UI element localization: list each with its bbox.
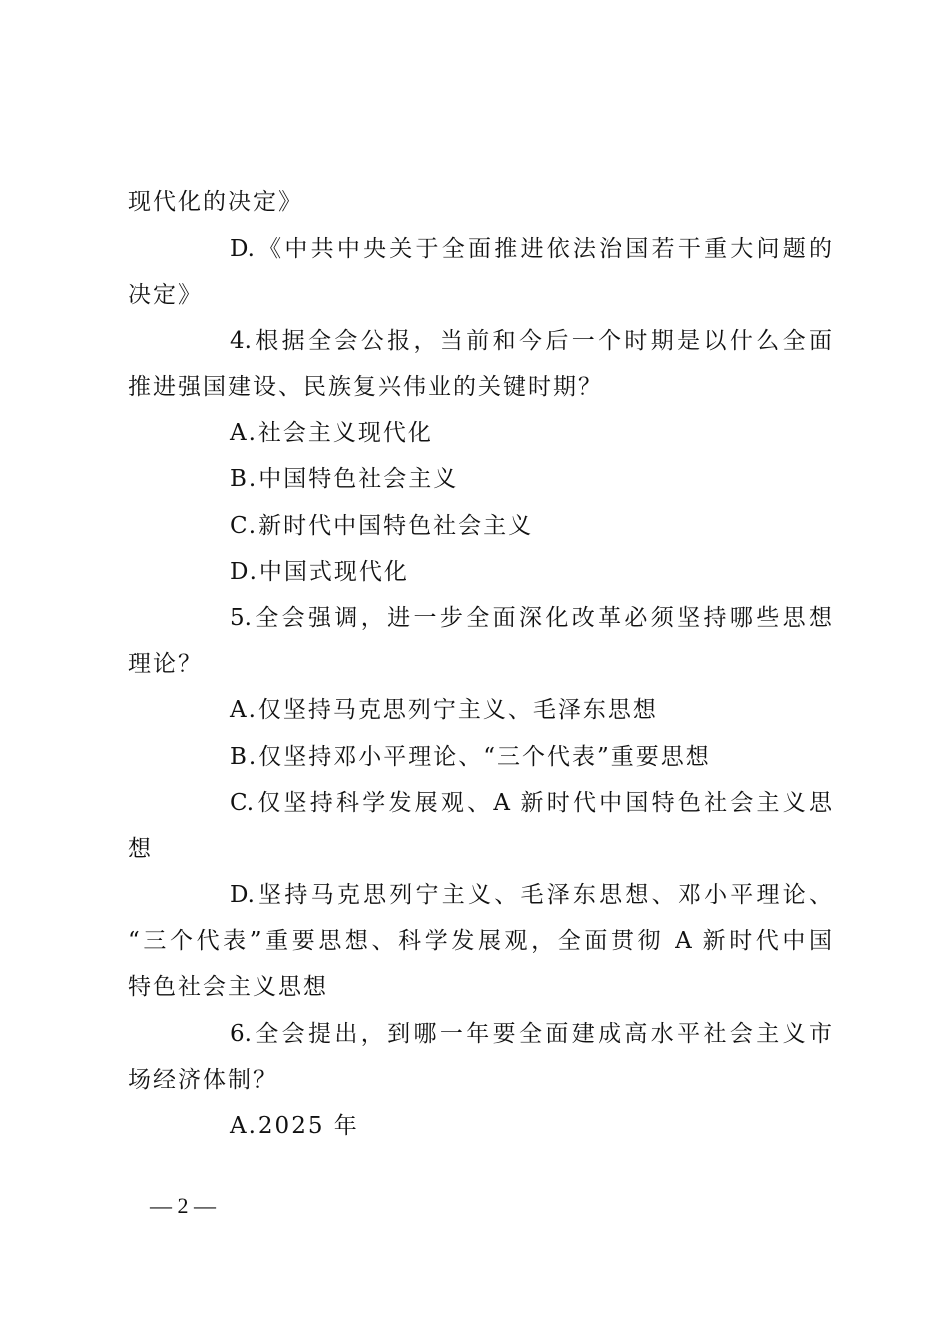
option-line: A.社会主义现代化 xyxy=(230,420,433,446)
text-line: 想 xyxy=(128,836,153,862)
question-line: 6.全会提出，到哪一年要全面建成高水平社会主义市 xyxy=(230,1021,832,1047)
option-line: B.仅坚持邓小平理论、“三个代表”重要思想 xyxy=(230,744,711,770)
option-line: D.《中共中央关于全面推进依法治国若干重大问题的 xyxy=(230,236,832,262)
option-line: A.仅坚持马克思列宁主义、毛泽东思想 xyxy=(230,697,658,723)
option-line: C.新时代中国特色社会主义 xyxy=(230,513,534,539)
option-line: D.中国式现代化 xyxy=(230,559,409,585)
text-line: 场经济体制？ xyxy=(128,1067,278,1093)
text-line: “三个代表”重要思想、科学发展观，全面贯彻 A 新时代中国 xyxy=(128,928,832,954)
option-line: C.仅坚持科学发展观、A 新时代中国特色社会主义思 xyxy=(230,790,832,816)
text-line: 推进强国建设、民族复兴伟业的关键时期？ xyxy=(128,374,603,400)
question-line: 4.根据全会公报，当前和今后一个时期是以什么全面 xyxy=(230,328,832,354)
text-line: 决定》 xyxy=(128,282,203,308)
option-line: A.2025 年 xyxy=(230,1113,359,1139)
text-line: 理论？ xyxy=(128,651,203,677)
question-line: 5.全会强调，进一步全面深化改革必须坚持哪些思想 xyxy=(230,605,832,631)
text-line: 特色社会主义思想 xyxy=(128,974,328,1000)
text-line: 现代化的决定》 xyxy=(128,189,303,215)
page-number: — 2 — xyxy=(150,1193,216,1218)
option-line: D.坚持马克思列宁主义、毛泽东思想、邓小平理论、 xyxy=(230,882,832,908)
option-line: B.中国特色社会主义 xyxy=(230,466,459,492)
